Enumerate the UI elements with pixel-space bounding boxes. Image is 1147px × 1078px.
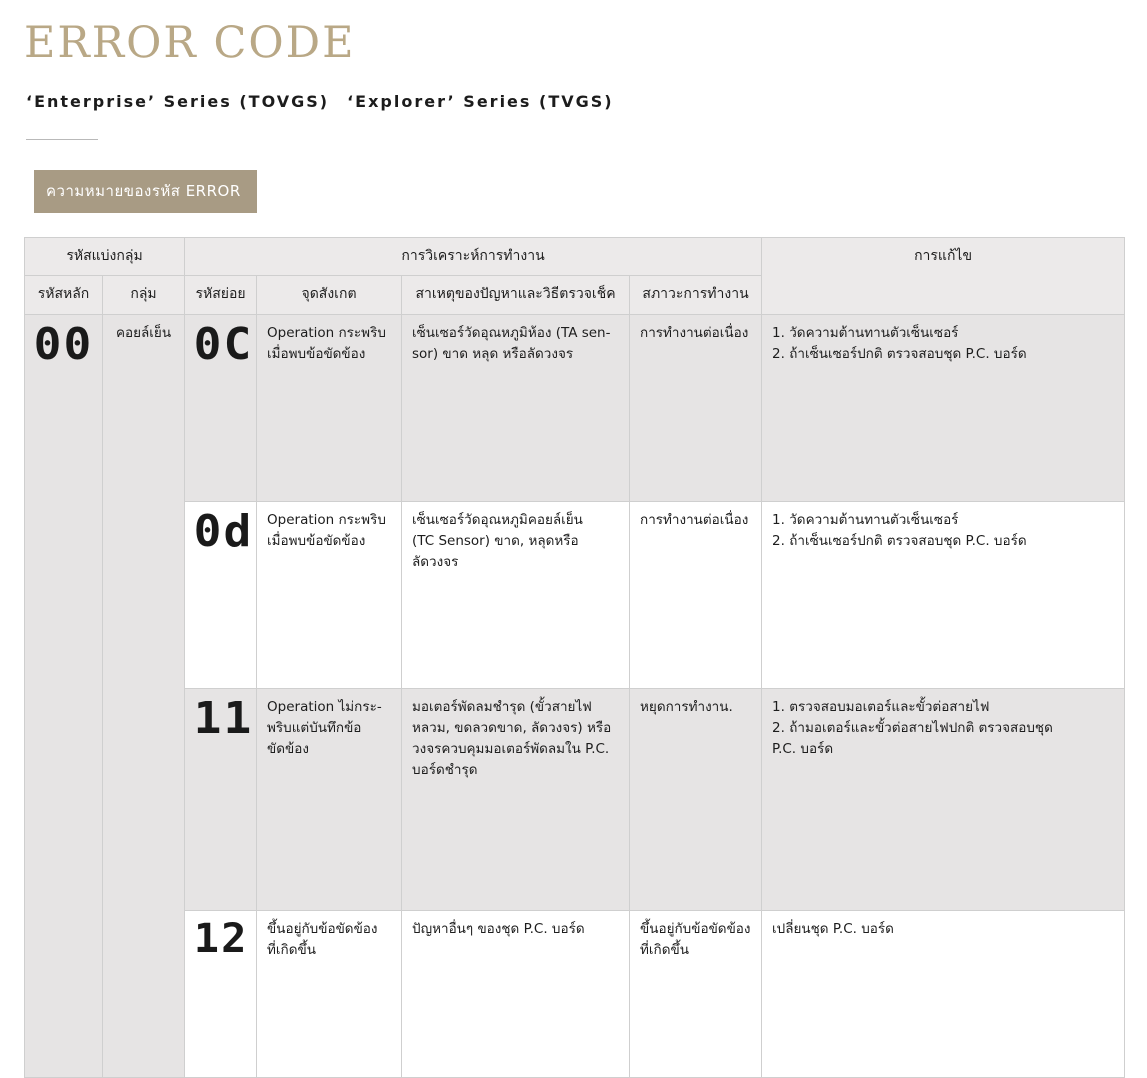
sub-code-value: 12 [193,915,249,962]
page-title: ERROR CODE [24,18,356,68]
section-chip: ความหมายของรหัส ERROR [34,170,257,213]
column-header-cause: สาเหตุของปัญหาและวิธีตรวจเช็ค [402,276,630,315]
sub-code-cell [185,501,257,688]
group-header-analysis: การวิเคราะห์การทำงาน [185,237,762,276]
group-name-cell: คอยล์เย็น [103,314,185,1077]
sub-code-value: 11 [193,692,254,744]
cause-cell: เซ็นเซอร์วัดอุณหภูมิห้อง (TA sen- sor) ขาด หลุด หรือลัดวงจร [402,314,630,501]
point-cell: Operation กระพริบ เมื่อพบข้อขัดข้อง [257,501,402,688]
main-code-cell [25,314,103,1077]
sub-code-cell [185,314,257,501]
table-row [25,314,1125,501]
error-code-table [24,237,1125,1078]
point-cell: Operation ไม่กระ- พริบแต่บันทึกข้อ ขัดข้อง [257,688,402,910]
column-header-group: กลุ่ม [103,276,185,315]
table-row [25,688,1125,910]
series-enterprise-label: ‘Enterprise’ Series (TOVGS) [26,91,330,111]
fix-cell: 1. วัดความต้านทานตัวเซ็นเซอร์ 2. ถ้าเซ็นเซอร์ปกติ ตรวจสอบชุด P.C. บอร์ด [762,314,1125,501]
group-header-fix: การแก้ไข [762,237,1125,314]
column-header-status: สภาวะการทำงาน [630,276,762,315]
series-subtitle [26,92,1123,111]
sub-code-value: 0C [193,318,254,370]
fix-cell: เปลี่ยนชุด P.C. บอร์ด [762,910,1125,1077]
column-header-main-code: รหัสหลัก [25,276,103,315]
column-header-point: จุดสังเกต [257,276,402,315]
group-header-code: รหัสแบ่งกลุ่ม [25,237,185,276]
sub-code-cell [185,910,257,1077]
cause-cell: มอเตอร์พัดลมชำรุด (ขั้วสายไฟ หลวม, ขดลวดขาด, ลัดวงจร) หรือ วงจรควบคุมมอเตอร์พัดลมใน P.C. บอร์ดชำรุด [402,688,630,910]
status-cell: การทำงานต่อเนื่อง [630,314,762,501]
fix-cell: 1. ตรวจสอบมอเตอร์และขั้วต่อสายไฟ 2. ถ้ามอเตอร์และขั้วต่อสายไฟปกติ ตรวจสอบชุด P.C. บอร์ด [762,688,1125,910]
error-code-document [0,18,1147,1037]
status-cell: ขึ้นอยู่กับข้อขัดข้อง ที่เกิดขึ้น [630,910,762,1077]
divider-rule [26,139,98,140]
column-header-sub-code: รหัสย่อย [185,276,257,315]
point-cell: ขึ้นอยู่กับข้อขัดข้อง ที่เกิดขึ้น [257,910,402,1077]
table-row [25,501,1125,688]
series-explorer-label: ‘Explorer’ Series (TVGS) [347,91,614,111]
sub-code-value: 0d [193,505,254,557]
table-group-header-row [25,237,1125,276]
cause-cell: ปัญหาอื่นๆ ของชุด P.C. บอร์ด [402,910,630,1077]
status-cell: หยุดการทำงาน. [630,688,762,910]
table-row [25,910,1125,1077]
status-cell: การทำงานต่อเนื่อง [630,501,762,688]
cause-cell: เซ็นเซอร์วัดอุณหภูมิคอยล์เย็น (TC Sensor) ขาด, หลุดหรือ ลัดวงจร [402,501,630,688]
fix-cell: 1. วัดความต้านทานตัวเซ็นเซอร์ 2. ถ้าเซ็นเซอร์ปกติ ตรวจสอบชุด P.C. บอร์ด [762,501,1125,688]
sub-code-cell [185,688,257,910]
main-code-value: 00 [33,318,94,370]
point-cell: Operation กระพริบ เมื่อพบข้อขัดข้อง [257,314,402,501]
